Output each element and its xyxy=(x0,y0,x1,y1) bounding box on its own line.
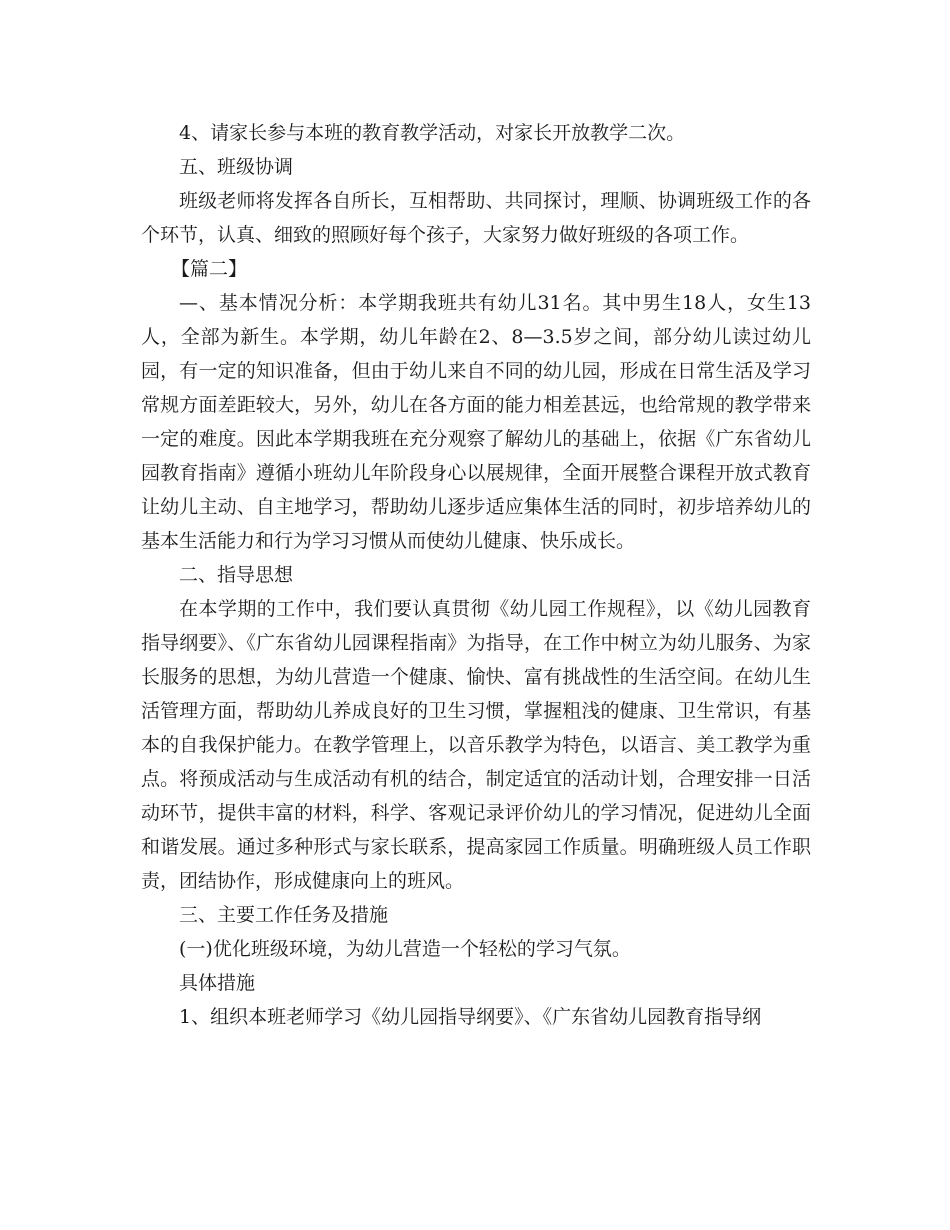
paragraph-measure-one: 1、组织本班老师学习《幼儿园指导纲要》、《广东省幼儿园教育指导纲 xyxy=(179,1006,762,1028)
paragraph-guiding-thought: 在本学期的工作中，我们要认真贯彻《幼儿园工作规程》，以《幼儿园教育指导纲要》、《广东省幼儿园课程指南》为指导，在工作中树立为幼儿服务、为家长服务的思想，为幼儿营造一个健康、愉快、富有挑战性的生活空间。在幼儿生活管理方面，帮助幼儿养成良好的卫生习惯，掌握粗浅的健康、卫生常识，有基本的自我保护能力。在教学管理上，以音乐教学为特色，以语言、美工教学为重点。将预成活动与生成活动有机的结合，制定适宜的活动计划，合理安排一日活动环节，提供丰富的材料，科学、客观记录评价幼儿的学习情况，促进幼儿全面和谐发展。通过多种形式与家长联系，提高家园工作质量。明确班级人员工作职责，团结协作，形成健康向上的班风。 xyxy=(141,598,811,892)
heading-specific-measures: 具体措施 xyxy=(179,972,256,994)
paragraph-parent-teaching: 4、请家长参与本班的教育教学活动，对家长开放教学二次。 xyxy=(179,122,686,144)
heading-guiding-thought: 二、指导思想 xyxy=(179,564,294,586)
heading-class-coordination: 五、班级协调 xyxy=(179,156,294,178)
paragraph-class-coordination: 班级老师将发挥各自所长，互相帮助、共同探讨，理顺、协调班级工作的各个环节，认真、细致的照顾好每个孩子，大家努力做好班级的各项工作。 xyxy=(141,190,811,246)
document-body xyxy=(141,116,811,1034)
paragraph-basic-situation: —、基本情况分析：本学期我班共有幼儿31名。其中男生18人，女生13人，全部为新生。本学期，幼儿年龄在2、8—3.5岁之间，部分幼儿读过幼儿园，有一定的知识准备，但由于幼儿来自不同的幼儿园，形成在日常生活及学习常规方面差距较大，另外，幼儿在各方面的能力相差甚远，也给常规的教学带来一定的难度。因此本学期我班在充分观察了解幼儿的基础上，依据《广东省幼儿园教育指南》遵循小班幼儿年阶段身心以展规律，全面开展整合课程开放式教育让幼儿主动、自主地学习，帮助幼儿逐步适应集体生活的同时，初步培养幼儿的基本生活能力和行为学习习惯从而使幼儿健康、快乐成长。 xyxy=(141,292,811,552)
heading-main-tasks: 三、主要工作任务及措施 xyxy=(179,904,389,926)
paragraph-optimize-environment: (一)优化班级环境，为幼儿营造一个轻松的学习气氛。 xyxy=(179,938,631,960)
section-marker-part-two: 【篇二】 xyxy=(171,258,248,280)
